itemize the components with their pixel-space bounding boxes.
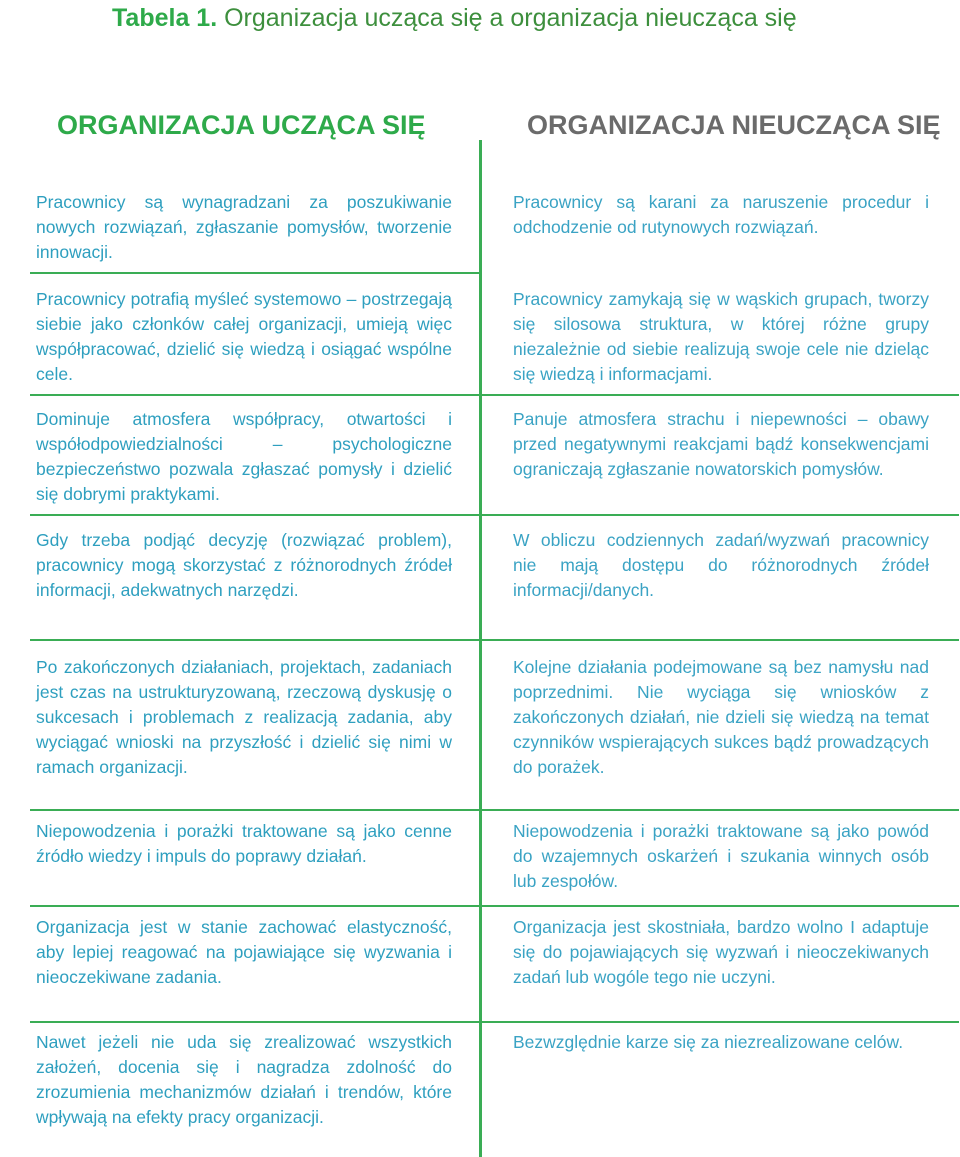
row-separator-left [30, 1021, 479, 1023]
row-4-learning: Gdy trzeba podjąć decyzję (rozwiązać problem), pracownicy mogą skorzystać z różnorodnych źródeł informacji, adekwatnych narzędzi. [36, 530, 452, 600]
row-separator-left [30, 905, 479, 907]
row-separator-right [482, 394, 959, 396]
row-1-non-learning: Pracownicy są karani za naruszenie procedur i odchodzenie od rutynowych rozwiązań. [513, 192, 929, 237]
column-header-learning: ORGANIZACJA UCZĄCA SIĘ [57, 110, 426, 140]
row-2-learning: Pracownicy potrafią myśleć systemowo – postrzegają siebie jako członków całej organizacji, umieją więc współpracować, dzielić się wiedzą i osiągać wspólne cele. [36, 289, 452, 384]
row-separator-left [30, 394, 479, 396]
row-6-non-learning: Niepowodzenia i porażki traktowane są jako powód do wzajemnych oskarżeń i szukania winnych osób lub zespołów. [513, 821, 929, 891]
table-title-number: Tabela 1. [112, 4, 218, 32]
column-header-non-learning: ORGANIZACJA NIEUCZĄCA SIĘ [527, 110, 941, 140]
row-3-learning: Dominuje atmosfera współpracy, otwartości i współodpowiedzialności – psychologiczne bezpieczeństwo pozwala zgłaszać pomysły i dzielić się dobrymi praktykami. [36, 409, 452, 504]
row-5-learning: Po zakończonych działaniach, projektach, zadaniach jest czas na ustrukturyzowaną, rzeczową dyskusję o sukcesach i problemach z realizacją zadania, aby wyciągać wnioski na przyszłość i dzielić się nimi w ramach organizacji. [36, 657, 452, 777]
row-separator-left [30, 272, 479, 274]
row-separator-right [482, 639, 959, 641]
column-divider [479, 140, 482, 1157]
row-4-non-learning: W obliczu codziennych zadań/wyzwań pracownicy nie mają dostępu do różnorodnych źródeł informacji/danych. [513, 530, 929, 600]
row-1-learning: Pracownicy są wynagradzani za poszukiwanie nowych rozwiązań, zgłaszanie pomysłów, tworzenie innowacji. [36, 192, 452, 262]
row-separator-right [482, 514, 959, 516]
row-separator-right [482, 905, 959, 907]
row-7-learning: Organizacja jest w stanie zachować elastyczność, aby lepiej reagować na pojawiające się wyzwania i nieoczekiwane zadania. [36, 917, 452, 987]
row-6-learning: Niepowodzenia i porażki traktowane są jako cenne źródło wiedzy i impuls do poprawy działań. [36, 821, 452, 866]
row-separator-right [482, 1021, 959, 1023]
row-separator-right [482, 809, 959, 811]
row-5-non-learning: Kolejne działania podejmowane są bez namysłu nad poprzednimi. Nie wyciąga się wniosków z zakończonych działań, nie dzieli się wiedzą na temat czynników wspierających sukces bądź prowadzących do porażek. [513, 657, 929, 777]
row-8-non-learning: Bezwzględnie karze się za niezrealizowane celów. [513, 1032, 904, 1052]
table-title [112, 4, 797, 33]
row-separator-left [30, 514, 479, 516]
row-3-non-learning: Panuje atmosfera strachu i niepewności – obawy przed negatywnymi reakcjami bądź konsekwencjami ograniczają zgłaszanie nowatorskich pomysłów. [513, 409, 929, 479]
row-2-non-learning: Pracownicy zamykają się w wąskich grupach, tworzy się silosowa struktura, w której różne grupy niezależnie od siebie realizują swoje cele nie dzieląc się wiedzą i informacjami. [513, 289, 929, 384]
row-7-non-learning: Organizacja jest skostniała, bardzo wolno I adaptuje się do pojawiających się wyzwań i nieoczekiwanych zadań lub wogóle tego nie uczyni. [513, 917, 929, 987]
row-8-learning: Nawet jeżeli nie uda się zrealizować wszystkich założeń, docenia się i nagradza zdolność do zrozumienia mechanizmów działań i trendów, które wpływają na efekty pracy organizacji. [36, 1032, 452, 1127]
row-separator-left [30, 809, 479, 811]
table-title-text: Organizacja ucząca się a organizacja nieucząca się [224, 4, 797, 32]
row-separator-left [30, 639, 479, 641]
